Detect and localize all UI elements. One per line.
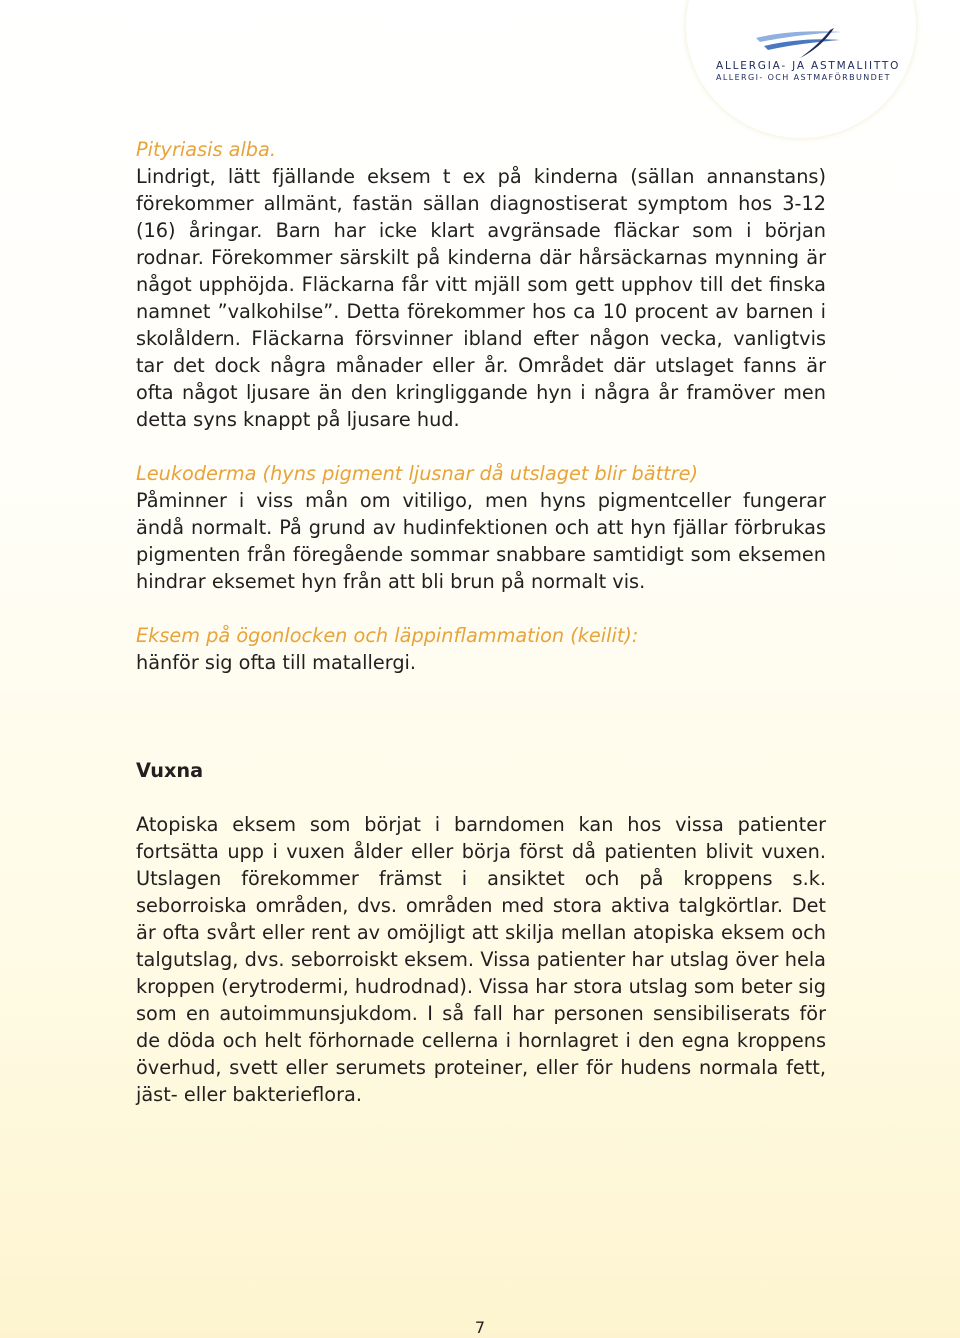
paragraph-adults: Atopiska eksem som börjat i barndomen kan hos vissa patienter fortsätta upp i vuxen ålder eller börja först då patienten blivit vuxen. Utslagen förekommer främst i ansiktet och på kroppens s.k. seborroiska områden, dvs. områden med stora aktiva talgkörtlar. Det är ofta svårt eller rent av omöjligt att skilja mellan atopiska eksem och talgutslag, dvs. seborroiskt eksem. Vissa patienter har utslag över hela kroppen (erytrodermi, hudrodnad). Vissa har stora utslag som beter sig som en autoimmunsjukdom. I så fall har personen sensibiliserats för de döda och helt förhornade cellerna i hornlagret i den egna kroppens överhud, svett eller serumets proteiner, eller för hudens normala fett, jäst- eller bakterieflora.	[136, 813, 826, 1106]
swoosh-logo-icon	[750, 24, 846, 62]
paragraph-leukoderma: Påminner i viss mån om vitiligo, men hyns pigmentceller fungerar ändå normalt. På grund av hudinfektionen och att hyn fjällar förbrukas pigmenten från föregående sommar snabbare samtidigt som eksemen hindrar eksemet hyn från att bli brun på normalt vis.	[136, 489, 826, 593]
spacer	[136, 595, 826, 622]
heading-eyelids: Eksem på ögonlocken och läppinflammation (keilit):	[136, 624, 639, 647]
page-content	[136, 136, 826, 1108]
logo-name-finnish: ALLERGIA- JA ASTMALIITTO	[716, 60, 901, 72]
paragraph-eyelids: hänför sig ofta till matallergi.	[136, 651, 417, 674]
logo-name-swedish: ALLERGI- OCH ASTMAFÖRBUNDET	[716, 73, 891, 82]
page-number: 7	[474, 1318, 486, 1337]
heading-leukoderma: Leukoderma (hyns pigment ljusnar då utslaget blir bättre)	[136, 462, 699, 485]
heading-adults: Vuxna	[136, 759, 204, 782]
spacer	[136, 433, 826, 460]
spacer	[136, 784, 826, 811]
spacer	[136, 730, 826, 757]
paragraph-pityriasis: Lindrigt, lätt fjällande eksem t ex på kinderna (sällan annanstans) förekommer allmänt, fastän sällan diagnostiserat symptom hos 3-12 (16) åringar. Barn har icke klart avgränsade fläckar som i början rodnar. Förekommer särskilt på kinderna där hårsäckarnas mynning är något upphöjda. Fläckarna får vitt mjäll som gett upphov till det finska namnet ”valkohilse”. Detta förekommer hos ca 10 procent av barnen i skolåldern. Fläckarna försvinner ibland efter någon vecka, vanligtvis tar det dock några månader eller år. Området där utslaget fanns är ofta något ljusare än den kringliggande hyn i några år framöver men detta syns knappt på ljusare hud.	[136, 165, 826, 431]
spacer	[136, 703, 826, 730]
heading-pityriasis: Pityriasis alba.	[136, 138, 276, 161]
spacer	[136, 676, 826, 703]
